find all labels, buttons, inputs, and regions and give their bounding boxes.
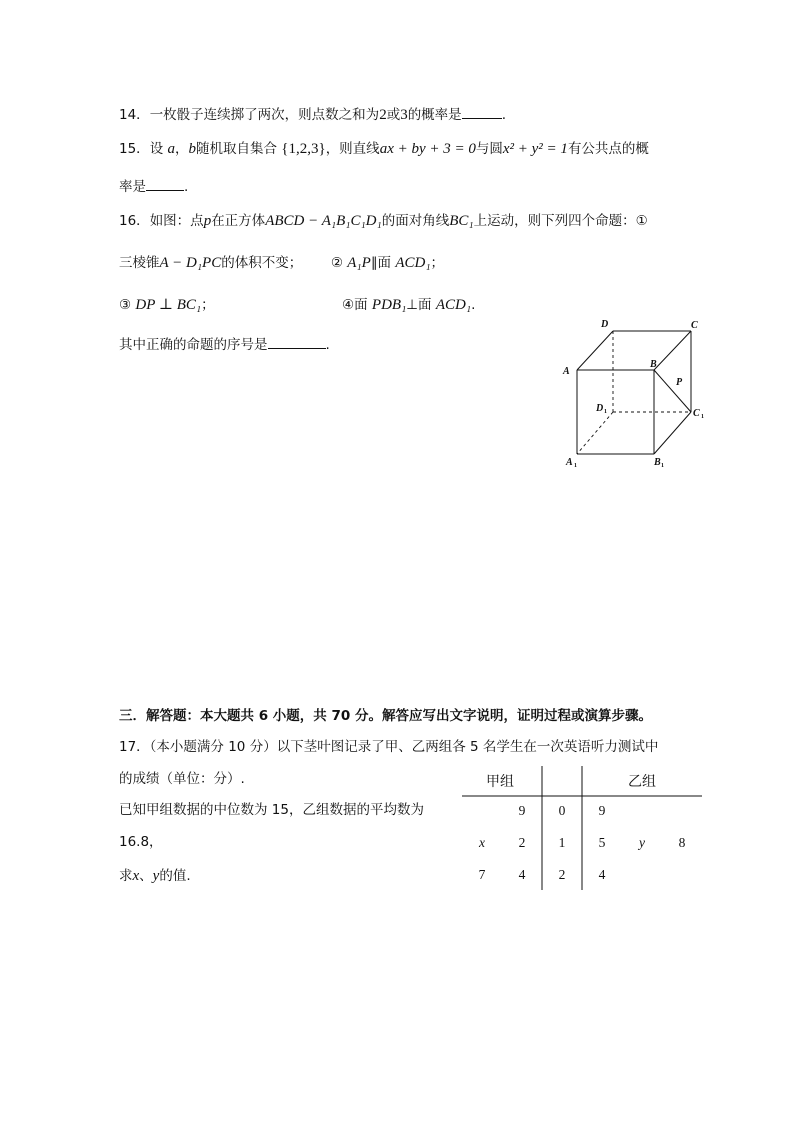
- table-header-yi: 乙组: [628, 774, 656, 790]
- leaf-right-1: 4: [598, 867, 606, 882]
- svg-text:1: 1: [574, 463, 577, 469]
- stem: 0: [558, 803, 566, 818]
- label-A1: A: [566, 457, 573, 468]
- label-C: C: [691, 320, 698, 331]
- leaf-left-far: x: [479, 835, 485, 850]
- answer-blank-15[interactable]: [146, 176, 184, 191]
- label-P: P: [676, 377, 683, 388]
- question-15-cont: 率是 .: [119, 176, 188, 196]
- question-16-ask: 其中正确的命题的序号是 .: [119, 334, 330, 354]
- svg-text:1: 1: [604, 409, 607, 415]
- leaf-left-near: 9: [518, 803, 526, 818]
- question-17-line3: 已知甲组数据的中位数为 15，乙组数据的平均数为: [119, 802, 424, 818]
- leaf-left-near: 2: [518, 835, 526, 850]
- leaf-right-2: y: [639, 835, 645, 850]
- leaf-left-near: 4: [518, 867, 526, 882]
- label-C1: C: [693, 408, 700, 419]
- leaf-right-1: 5: [598, 835, 606, 850]
- question-15: 15．设 a，b随机取自集合 {1,2,3}，则直线ax + by + 3 = 0与圆x² + y² = 1有公共点的概: [119, 141, 649, 157]
- edge-B1C1: [654, 412, 691, 454]
- label-B1: B: [654, 457, 661, 468]
- question-16-line3: ③ DP ⊥ BC₁；: [119, 297, 215, 313]
- svg-text:1: 1: [661, 463, 664, 469]
- leaf-right-3: 8: [678, 835, 686, 850]
- question-17-line2: 的成绩（单位：分）.: [119, 771, 245, 787]
- label-D: D: [601, 319, 609, 330]
- question-17-line5: 求x、y的值.: [119, 868, 191, 884]
- edge-BC: [654, 331, 691, 370]
- answer-blank-14[interactable]: [462, 104, 502, 119]
- svg-text:1: 1: [701, 414, 704, 420]
- diagonal-BC1: [654, 370, 691, 412]
- hidden-edge-D1A1: [577, 412, 613, 454]
- leaf-left-far: 7: [478, 867, 486, 882]
- question-16: 16．如图：点p在正方体ABCD − A₁B₁C₁D₁的面对角线BC₁上运动，则下列四个命题：①: [119, 213, 648, 229]
- answer-blank-16[interactable]: [268, 334, 326, 349]
- section-3-title: 三．解答题：本大题共 6 小题，共 70 分。解答应写出文字说明，证明过程或演算步骤。: [119, 708, 652, 724]
- question-17-line4: 16.8，: [119, 834, 163, 850]
- edge-AD: [577, 331, 613, 370]
- stem: 2: [558, 867, 566, 882]
- question-14: 14．一枚骰子连续掷了两次，则点数之和为2或3的概率是 .: [119, 104, 506, 124]
- label-A: A: [563, 366, 570, 377]
- leaf-right-1: 9: [598, 803, 606, 818]
- label-D1: D: [596, 403, 604, 414]
- question-17-line1: 17．（本小题满分 10 分）以下茎叶图记录了甲、乙两组各 5 名学生在一次英语听力测试中: [119, 739, 659, 755]
- question-16-line2: 三棱锥A − D₁PC的体积不变； ② A₁P∥面 ACD₁；: [119, 255, 445, 271]
- table-header-jia: 甲组: [486, 774, 514, 790]
- label-B: B: [650, 359, 657, 370]
- question-16-line3b: ④面 PDB₁⊥面 ACD₁.: [342, 297, 476, 313]
- stem: 1: [558, 835, 566, 850]
